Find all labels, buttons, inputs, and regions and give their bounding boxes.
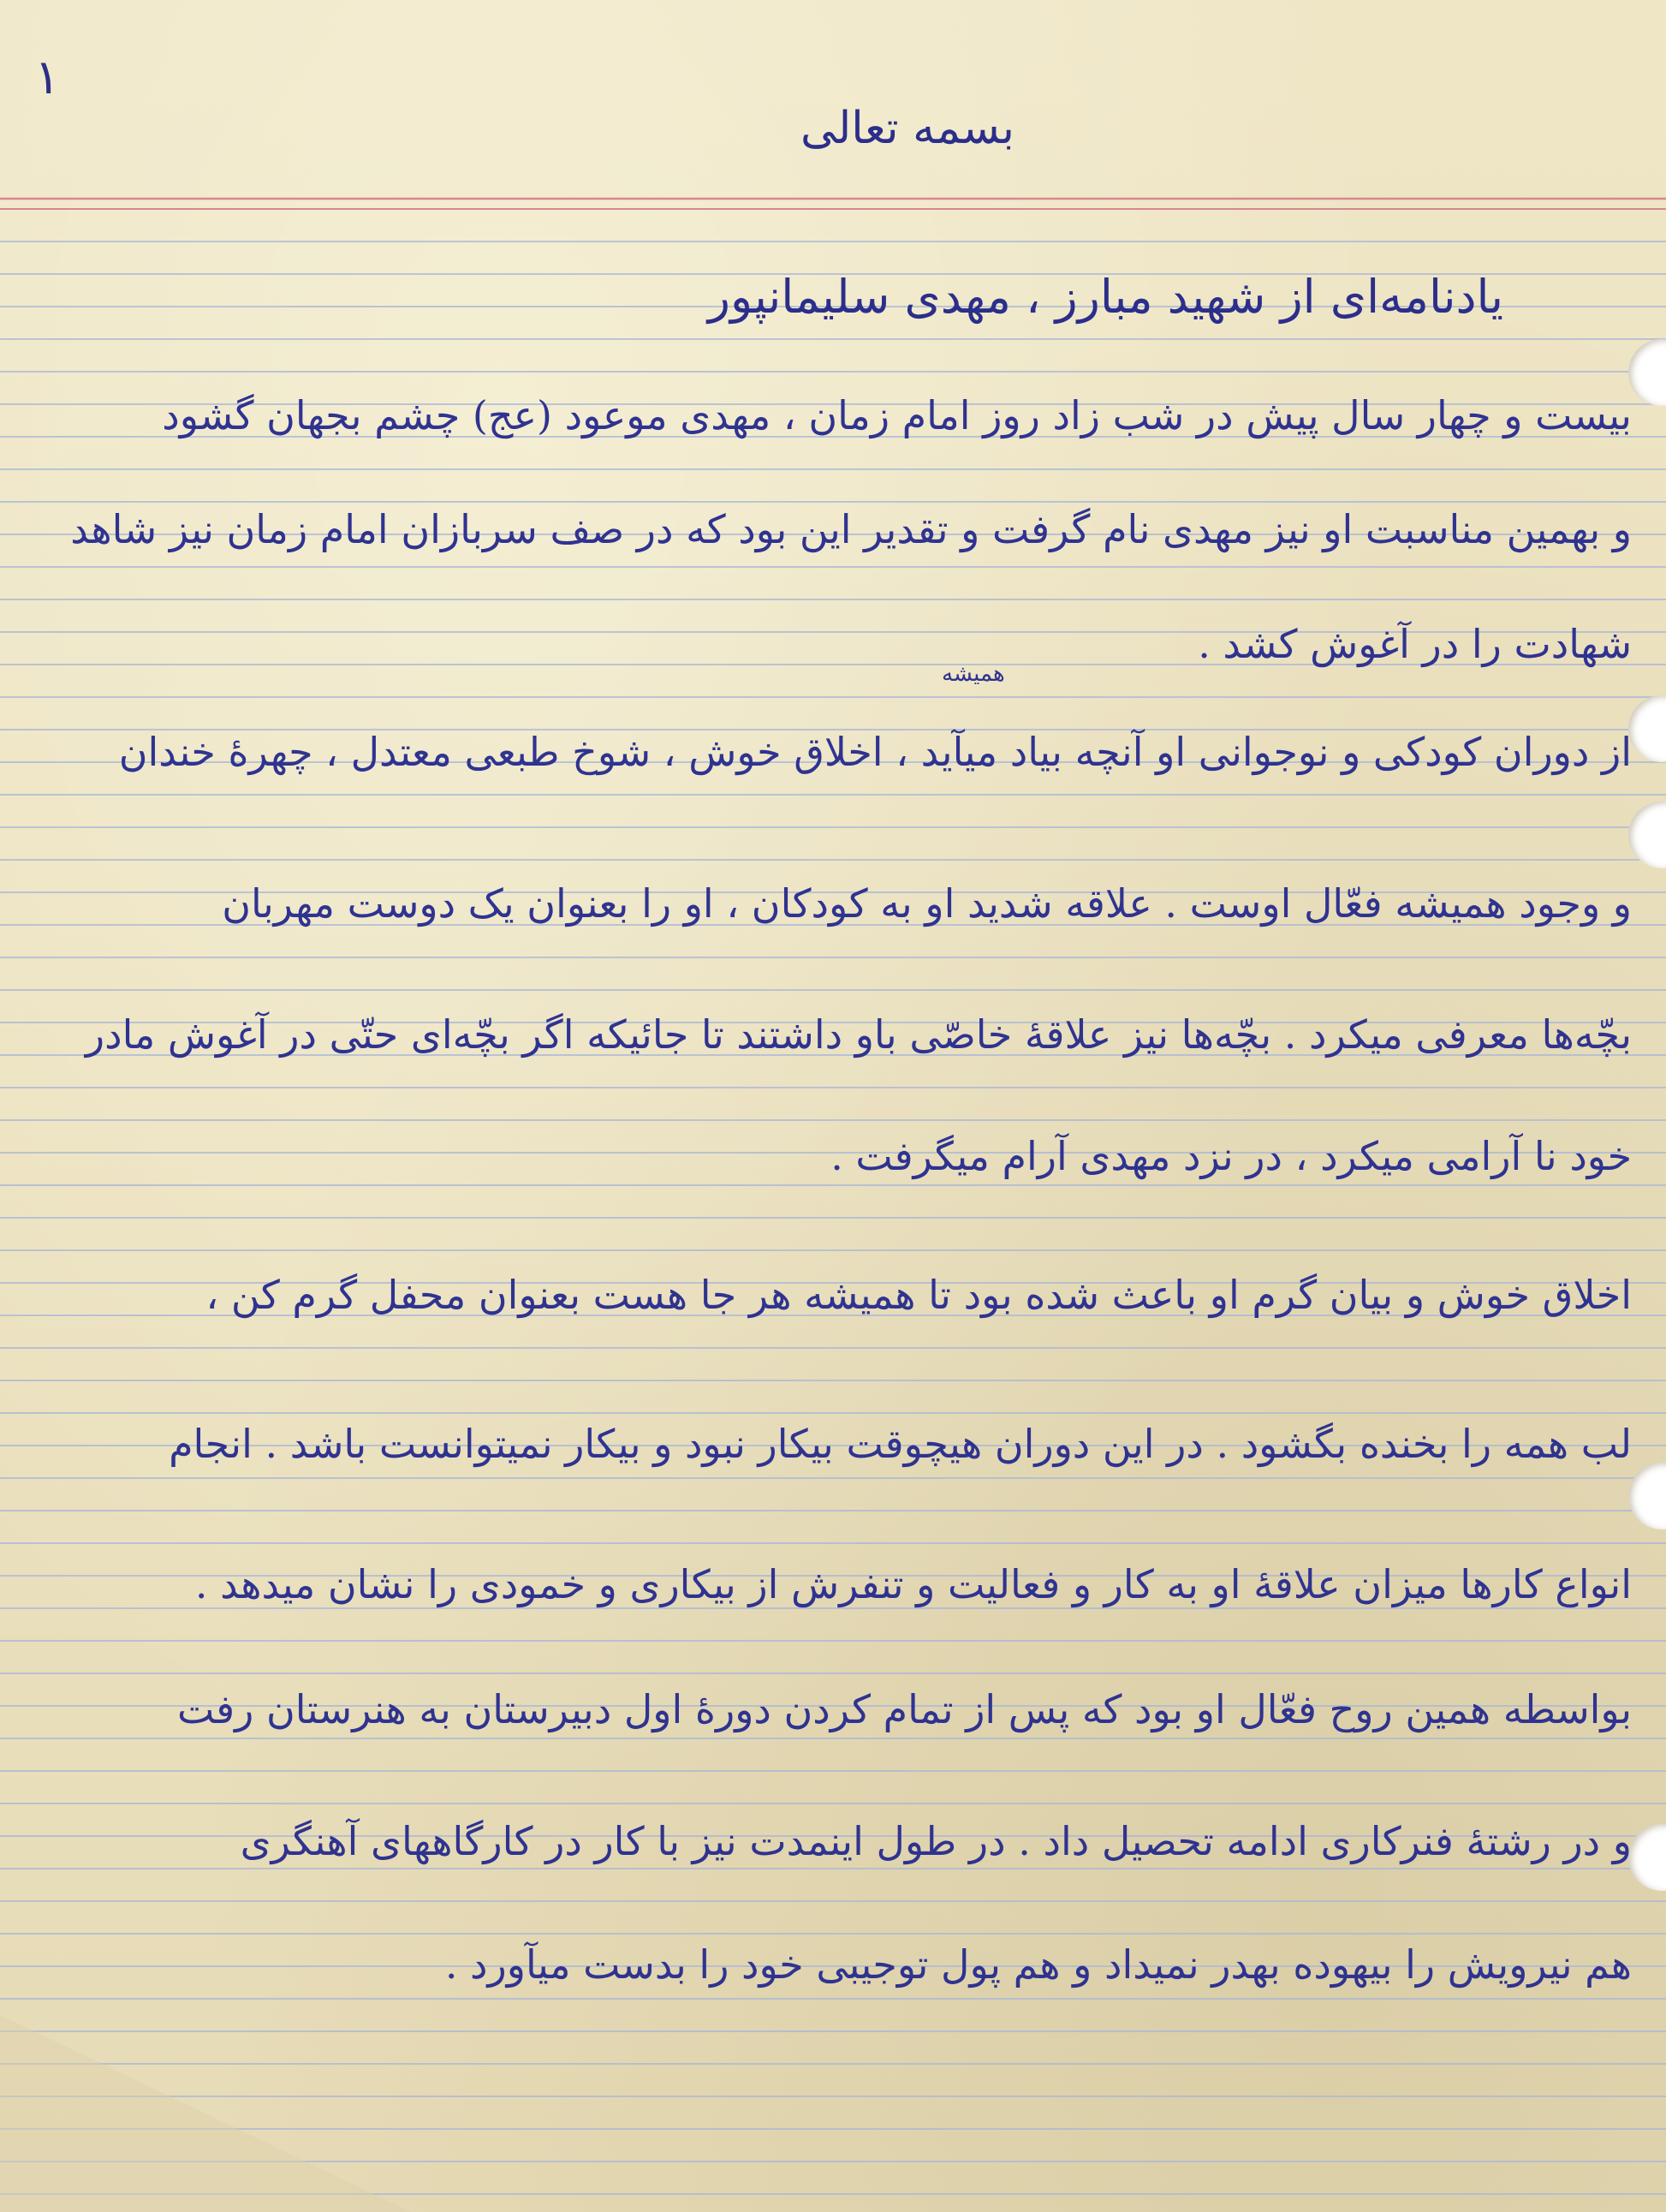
punch-hole [1628, 1824, 1666, 1891]
text-line: اخلاق خوش و بیان گرم او باعث شده بود تا همیشه هر جا هست بعنوان محفل گرم کن ، [205, 1272, 1632, 1318]
text-line: لب همه را بخنده بگشود . در این دوران هیچوقت بیکار نبود و بیکار نمیتوانست باشد . انجام [169, 1421, 1632, 1467]
text-line: شهادت را در آغوش کشد . [1198, 621, 1632, 667]
text-line: و بهمین مناسبت او نیز مهدی نام گرفت و تقدیر این بود که در صف سربازان امام زمان نیز شاهد [70, 506, 1632, 552]
punch-hole [1628, 1463, 1666, 1529]
torn-corner [0, 2015, 411, 2212]
interlinear-note: همیشه [942, 661, 1005, 687]
text-line: بچّه‌ها معرفی میکرد . بچّه‌ها نیز علاقهٔ خاصّی باو داشتند تا جائیکه اگر بچّه‌ای حتّی در آغوش مادر [85, 1011, 1632, 1058]
text-line: از دوران کودکی و نوجوانی او آنچه بیاد میآید ، اخلاق خوش ، شوخ طبعی معتدل ، چهرهٔ خندان [118, 729, 1632, 775]
page-number: ۱ [34, 50, 61, 105]
punch-hole [1628, 802, 1666, 868]
text-line: خود نا آرامی میکرد ، در نزد مهدی آرام میگرفت . [830, 1133, 1632, 1179]
punch-hole [1628, 339, 1666, 406]
text-line: و وجود همیشه فعّال اوست . علاقه شدید او به کودکان ، او را بعنوان یک دوست مهربان [222, 880, 1632, 927]
punch-hole [1628, 695, 1666, 762]
text-line: بیست و چهار سال پیش در شب زاد روز امام زمان ، مهدی موعود (عج) چشم بجهان گشود [162, 392, 1632, 438]
document-title: یادنامه‌ای از شهید مبارز ، مهدی سلیمانپور [707, 270, 1503, 324]
text-line: بواسطه همین روح فعّال او بود که پس از تمام کردن دورهٔ اول دبیرستان به هنرستان رفت [177, 1686, 1632, 1732]
text-line: و در رشتهٔ فنرکاری ادامه تحصیل داد . در طول اینمدت نیز با کار در کارگاههای آهنگری [240, 1818, 1632, 1864]
text-line: انواع کارها میزان علاقهٔ او به کار و فعالیت و تنفرش از بیکاری و خمودی را نشان میدهد . [194, 1561, 1632, 1607]
page-heading: بسمه تعالی [800, 103, 1014, 154]
text-line: هم نیرویش را بیهوده بهدر نمیداد و هم پول توجیبی خود را بدست میآورد . [444, 1941, 1632, 1988]
